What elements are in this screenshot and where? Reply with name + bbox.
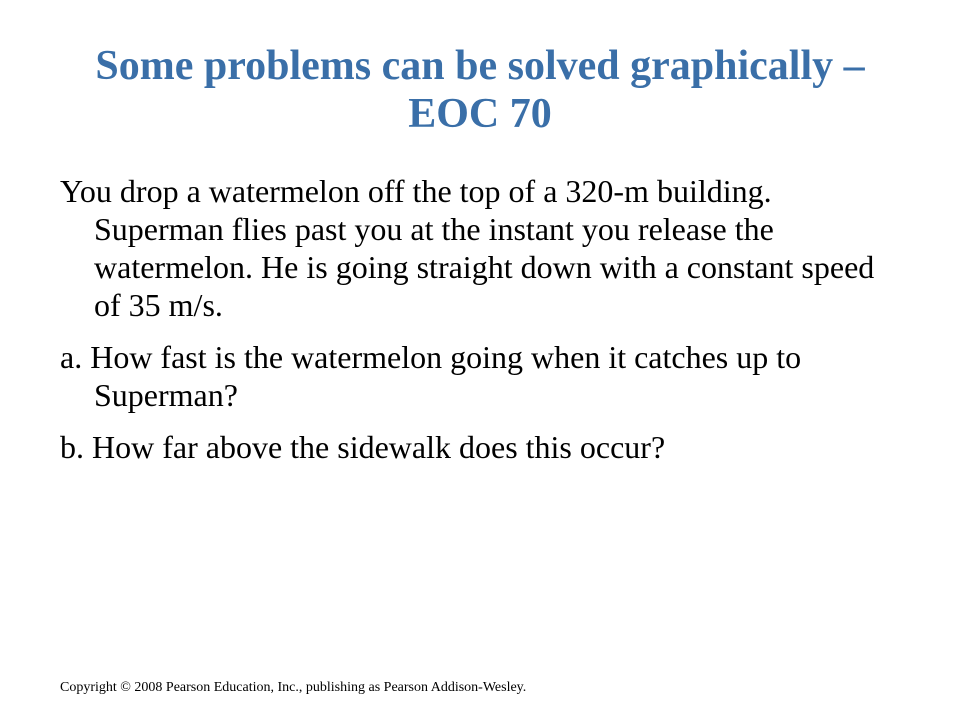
slide-title xyxy=(60,42,900,138)
question-a: a. How fast is the watermelon going when it catches up to Superman? xyxy=(60,339,802,413)
copyright-footer: Copyright © 2008 Pearson Education, Inc., publishing as Pearson Addison-Wesley. xyxy=(60,680,527,695)
slide-body xyxy=(60,172,900,480)
title-line-2: EOC 70 xyxy=(408,91,552,137)
question-b: b. How far above the sidewalk does this occur? xyxy=(60,429,666,465)
title-line-1: Some problems can be solved graphically – xyxy=(95,43,865,89)
problem-statement: You drop a watermelon off the top of a 320-m building. Superman flies past you at the instant you release the watermelon. He is going straight down with a constant speed of 35 m/s. xyxy=(60,173,875,323)
